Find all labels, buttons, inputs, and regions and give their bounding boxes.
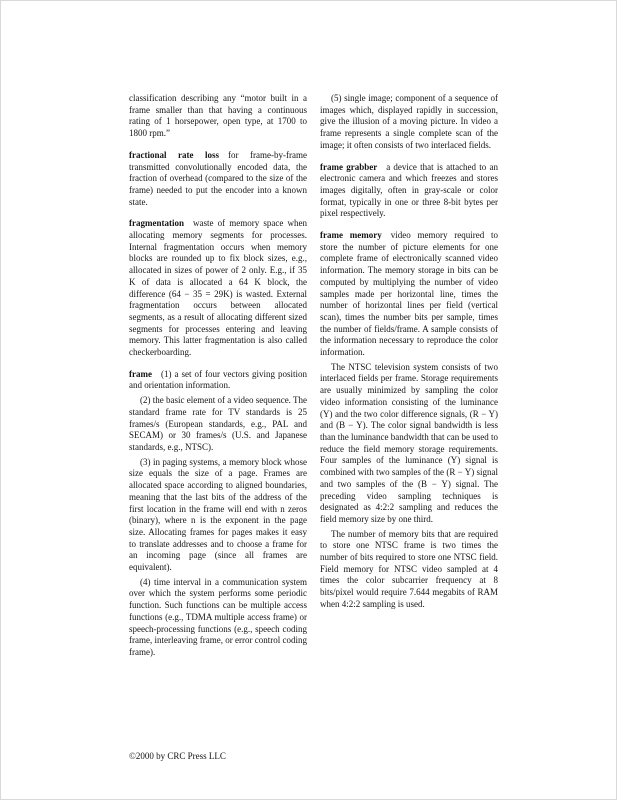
glossary-entry: frame memory video memory required to store the number of picture elements for one complete frame of electronically scanned video information. The memory storage in bits can be computed by multiplying the number of video samples made per horizontal line, times the number of horizontal lines per field (vertical scan), times the number bits per sample, times the number of fields/frame. A sample consists of the information necessary to reproduce the color information. (320, 230, 498, 358)
paragraph: The number of memory bits that are required to store one NTSC frame is two times the number of bits required to store one NTSC field. Field memory for NTSC video sampled at 4 times the color subcarrier frequency at 8 bits/pixel would require 7.644 megabits of RAM when 4:2:2 sampling is used. (320, 528, 498, 609)
entry-term: fragmentation (129, 218, 184, 229)
glossary-entry: frame (1) a set of four vectors giving position and orientation information. (129, 368, 307, 391)
entry-term: frame (129, 368, 152, 379)
paragraph: The NTSC television system consists of two interlaced fields per frame. Storage requirements are usually minimized by sampling the color video information consisting of the luminance (Y) and the two color difference signals, (R − Y) and (B − Y). The color signal bandwidth is less than the luminance bandwidth that can be used to reduce the field memory storage requirements. Four samples of the luminance (Y) signal is combined with two samples of the (R − Y) signal and two samples of the (B − Y) signal. The preceding video sampling techniques is designated as 4:2:2 sampling and reduces the field memory size by one third. (320, 361, 498, 524)
left-column (129, 93, 307, 659)
paragraph: (3) in paging systems, a memory block whose size equals the size of a page. Frames are allocated space according to aligned boundaries, meaning that the last bits of the address of the first location in the frame will end with n zeros (binary), where n is the exponent in the page size. Allocating frames for pages makes it easy to translate addresses and to choose a frame for an incoming page (since all frames are equivalent). (129, 456, 307, 573)
entry-term: frame memory (320, 230, 382, 241)
paragraph: (2) the basic element of a video sequence. The standard frame rate for TV standards is 25 frames/s (European standards, e.g., PAL and SECAM) or 30 frames/s (U.S. and Japanese standards, e.g., NTSC). (129, 395, 308, 452)
entry-term: fractional rate loss (129, 149, 220, 160)
glossary-entry: fractional rate loss for frame-by-frame transmitted convolutionally encoded data, the fraction of overhead (compared to the size of the frame) needed to put the encoder into a known state. (129, 149, 307, 207)
paragraph: classification describing any “motor built in a frame smaller than that having a continuous rating of 1 horsepower, open type, at 1700 to 1800 rpm.” (129, 93, 307, 139)
entry-term: frame grabber (320, 161, 378, 172)
paragraph: (5) single image; component of a sequence of images which, displayed rapidly in succession, give the illusion of a moving picture. In video a frame represents a single complete scan of the image; it often consists of two interlaced fields. (320, 93, 498, 150)
page-body (129, 93, 498, 659)
right-column (320, 93, 498, 659)
glossary-entry: fragmentation waste of memory space when allocating memory segments for processes. Internal fragmentation occurs when memory blocks are rounded up to fix block sizes, e.g., allocated in sizes of power of 2 only. E.g., if 35 K of data is allocated a 64 K block, the difference (64 − 35 = 29K) is wasted. External fragmentation occurs between allocated segments, as a result of allocating different sized segments for processes entering and leaving memory. This latter fragmentation is also called checkerboarding. (129, 218, 307, 358)
glossary-entry: frame grabber a device that is attached to an electronic camera and which freezes and stores images digitally, often in gray-scale or color format, typically in one or three 8-bit bytes per pixel respectively. (320, 161, 498, 219)
copyright-footer: ©2000 by CRC Press LLC (129, 751, 226, 761)
paragraph: (4) time interval in a communication system over which the system performs some periodic function. Such functions can be multiple access functions (e.g., TDMA multiple access frame) or speech-processing functions (e.g., speech coding frame, interleaving frame, or error control coding frame). (129, 576, 307, 657)
